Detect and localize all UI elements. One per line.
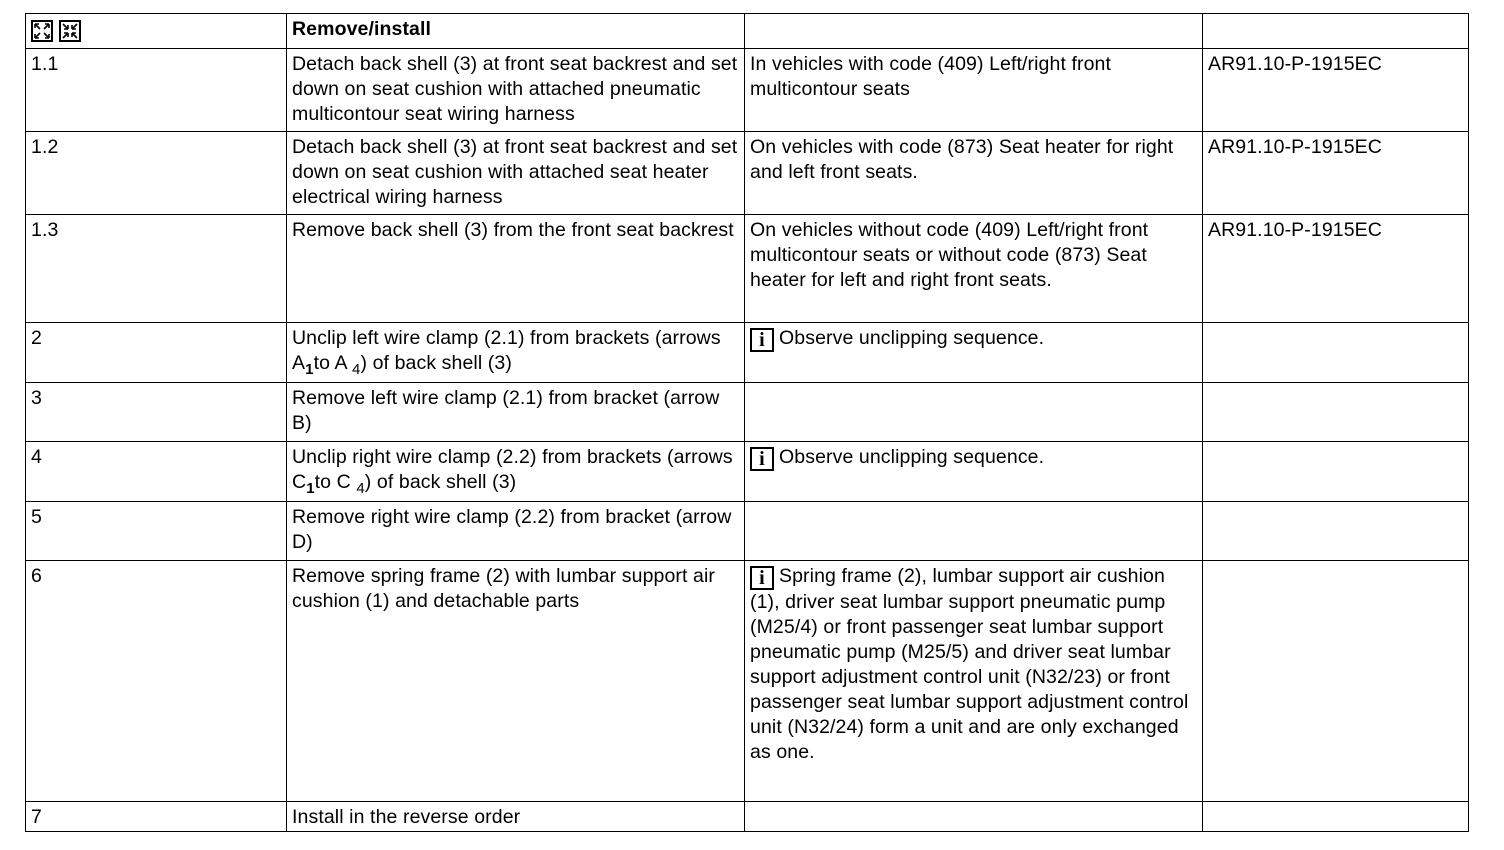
- step-action: Install in the reverse order: [287, 802, 745, 832]
- step-note: [745, 442, 1203, 502]
- subscript: 4: [356, 480, 365, 497]
- subscript: 1: [306, 480, 315, 497]
- table-row: [26, 502, 1469, 561]
- table-row: [26, 383, 1469, 442]
- step-note: On vehicles with code (873) Seat heater for right and left front seats.: [745, 132, 1203, 215]
- action-text: to C: [314, 471, 351, 493]
- header-col4: [1203, 14, 1469, 49]
- step-number: 1.3: [26, 215, 287, 323]
- step-action: Remove spring frame (2) with lumbar support air cushion (1) and detachable parts: [287, 561, 745, 802]
- step-number: 7: [26, 802, 287, 832]
- table-row: [26, 132, 1469, 215]
- info-icon[interactable]: i: [750, 447, 774, 471]
- step-action: Remove left wire clamp (2.1) from bracket (arrow B): [287, 383, 745, 442]
- step-action: [287, 442, 745, 502]
- action-text: ) of back shell (3): [360, 352, 512, 374]
- step-number: 3: [26, 383, 287, 442]
- step-reference-link[interactable]: AR91.10-P-1915EC: [1203, 132, 1469, 215]
- step-note: [745, 802, 1203, 832]
- step-action: Detach back shell (3) at front seat backrest and set down on seat cushion with attached seat heater electrical wiring harness: [287, 132, 745, 215]
- step-reference: [1203, 383, 1469, 442]
- table-row: [26, 802, 1469, 832]
- step-number: 4: [26, 442, 287, 502]
- note-text: Observe unclipping sequence.: [779, 327, 1045, 349]
- step-action: Remove back shell (3) from the front seat backrest: [287, 215, 745, 323]
- table-row: [26, 215, 1469, 323]
- action-text: Unclip left wire clamp (2.1) from brackets (arrows A: [292, 327, 721, 374]
- step-action: [287, 323, 745, 383]
- step-reference: [1203, 561, 1469, 802]
- subscript: 4: [352, 361, 361, 378]
- step-number: 6: [26, 561, 287, 802]
- note-text: Spring frame (2), lumbar support air cushion (1), driver seat lumbar support pneumatic pump (M25/4) or front passenger seat lumbar support pneumatic pump (M25/5) and driver seat lumbar support adjustment control unit (N32/23) or front passenger seat lumbar support adjustment control unit (N32/24) form a unit and are only exchanged as one.: [750, 565, 1189, 763]
- step-note: In vehicles with code (409) Left/right front multicontour seats: [745, 49, 1203, 132]
- table-row: [26, 323, 1469, 383]
- note-text: Observe unclipping sequence.: [779, 446, 1045, 468]
- step-number: 1.1: [26, 49, 287, 132]
- step-reference: [1203, 802, 1469, 832]
- action-text: to A: [313, 352, 347, 374]
- step-reference: [1203, 323, 1469, 383]
- step-number: 1.2: [26, 132, 287, 215]
- info-icon[interactable]: i: [750, 566, 774, 590]
- step-action: Remove right wire clamp (2.2) from bracket (arrow D): [287, 502, 745, 561]
- header-icons-cell: [26, 14, 287, 49]
- step-note: [745, 502, 1203, 561]
- step-reference: [1203, 502, 1469, 561]
- step-note: [745, 383, 1203, 442]
- step-number: 2: [26, 323, 287, 383]
- step-action: Detach back shell (3) at front seat backrest and set down on seat cushion with attached pneumatic multicontour seat wiring harness: [287, 49, 745, 132]
- expand-icon[interactable]: [31, 20, 53, 42]
- step-note: [745, 561, 1203, 802]
- header-col3: [745, 14, 1203, 49]
- info-icon[interactable]: i: [750, 328, 774, 352]
- action-text: Unclip right wire clamp (2.2) from brackets (arrows C: [292, 446, 733, 493]
- action-text: ) of back shell (3): [364, 471, 517, 493]
- step-reference-link[interactable]: AR91.10-P-1915EC: [1203, 49, 1469, 132]
- step-reference: [1203, 442, 1469, 502]
- step-note: [745, 323, 1203, 383]
- header-title: Remove/install: [287, 14, 745, 49]
- table-row: [26, 442, 1469, 502]
- step-number: 5: [26, 502, 287, 561]
- procedure-table: [25, 13, 1469, 832]
- table-header-row: [26, 14, 1469, 49]
- table-row: [26, 561, 1469, 802]
- subscript: 1: [305, 361, 314, 378]
- step-note: On vehicles without code (409) Left/right front multicontour seats or without code (873) Seat heater for left and right front seats.: [745, 215, 1203, 323]
- table-row: [26, 49, 1469, 132]
- collapse-icon[interactable]: [59, 20, 81, 42]
- step-reference-link[interactable]: AR91.10-P-1915EC: [1203, 215, 1469, 323]
